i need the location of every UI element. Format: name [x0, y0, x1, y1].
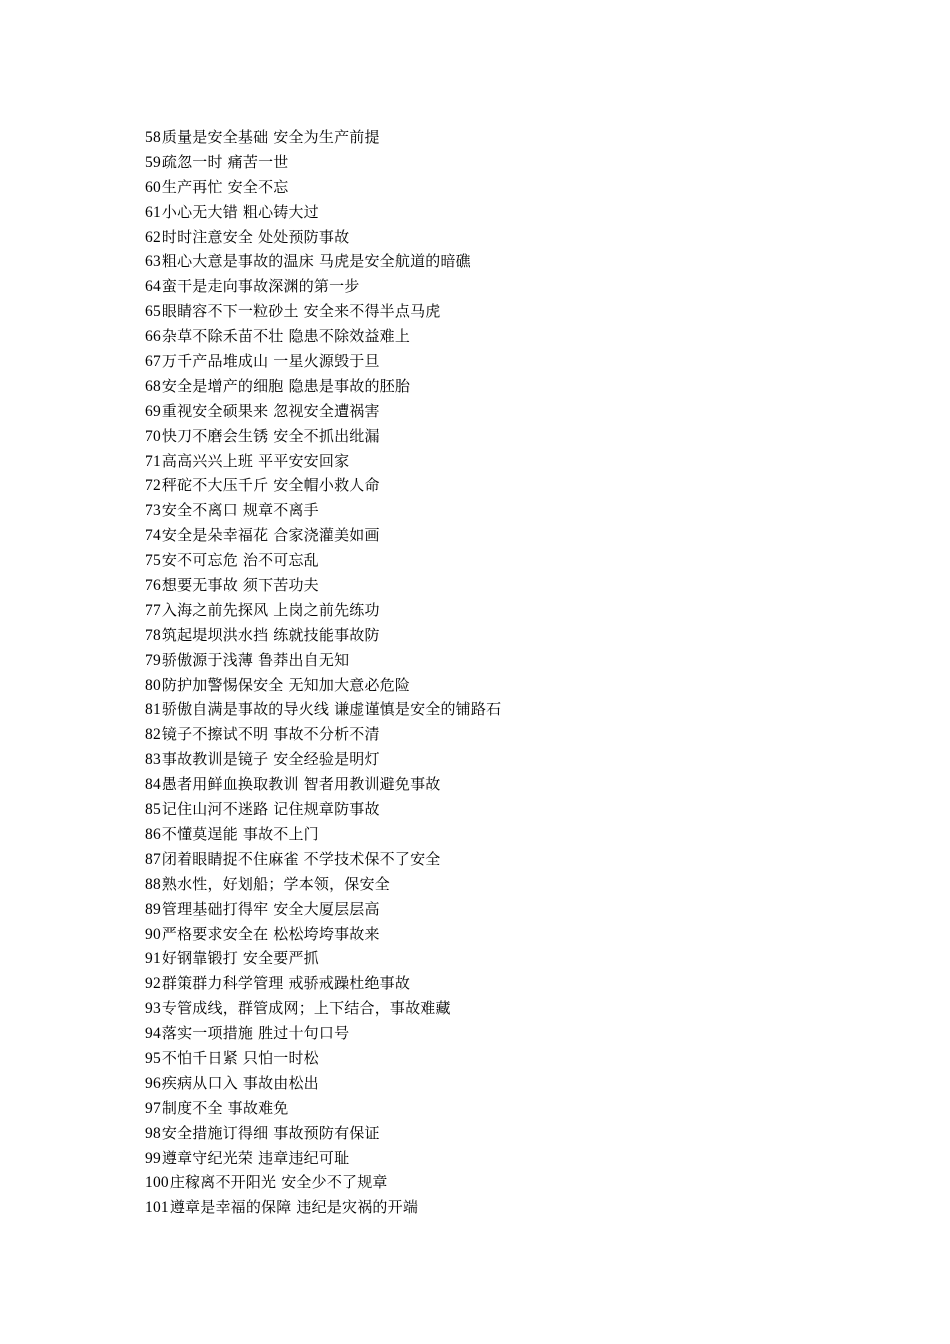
slogan-text: 入海之前先探风 上岗之前先练功	[161, 600, 380, 619]
slogan-line	[145, 847, 905, 872]
slogan-number: 76	[145, 577, 161, 595]
slogan-text: 重视安全硕果来 忽视安全遭祸害	[161, 401, 380, 420]
slogan-text: 闭着眼睛捉不住麻雀 不学技术保不了安全	[161, 849, 441, 868]
slogan-text: 事故教训是镜子 安全经验是明灯	[161, 750, 380, 769]
slogan-line	[145, 822, 905, 847]
slogan-number: 58	[145, 129, 161, 146]
slogan-number: 100	[145, 1174, 169, 1192]
slogan-line	[145, 274, 905, 299]
slogan-number: 91	[145, 950, 161, 968]
slogan-line	[145, 424, 905, 449]
slogan-number: 84	[145, 776, 161, 794]
slogan-number: 68	[145, 377, 161, 395]
slogan-text: 群策群力科学管理 戒骄戒躁杜绝事故	[161, 974, 411, 993]
slogan-text: 安全不离口 规章不离手	[161, 501, 319, 520]
slogan-number: 87	[145, 850, 161, 868]
slogan-line	[145, 449, 905, 474]
slogan-line	[145, 175, 905, 200]
slogan-number: 61	[145, 203, 161, 221]
slogan-line	[145, 1195, 905, 1220]
slogan-number: 70	[145, 427, 161, 445]
slogan-number: 71	[145, 452, 161, 470]
slogan-line	[145, 200, 905, 225]
slogan-line	[145, 548, 905, 573]
slogan-line	[145, 473, 905, 498]
slogan-number: 75	[145, 552, 161, 570]
slogan-number: 81	[145, 701, 161, 719]
slogan-text: 不懂莫逞能 事故不上门	[161, 824, 319, 843]
slogan-line	[145, 922, 905, 947]
slogan-line	[145, 225, 905, 250]
slogan-number: 64	[145, 278, 161, 296]
slogan-line	[145, 772, 905, 797]
slogan-line	[145, 1170, 905, 1195]
slogan-text: 遵章是幸福的保障 违纪是灾祸的开端	[169, 1198, 419, 1217]
slogan-number: 79	[145, 651, 161, 669]
slogan-number: 72	[145, 477, 161, 495]
slogan-number: 65	[145, 303, 161, 321]
slogan-line	[145, 1046, 905, 1071]
slogan-number: 60	[145, 178, 161, 196]
slogan-line	[145, 324, 905, 349]
slogan-text: 专管成线，群管成网；上下结合，事故难藏	[161, 999, 451, 1018]
slogan-number: 97	[145, 1099, 161, 1117]
slogan-line	[145, 1071, 905, 1096]
slogan-text: 制度不全 事故难免	[161, 1098, 289, 1117]
slogan-number: 77	[145, 601, 161, 619]
slogan-line	[145, 498, 905, 523]
slogan-text: 想要无事故 须下苦功夫	[161, 576, 319, 595]
slogan-line	[145, 125, 905, 150]
slogan-text: 防护加警惕保安全 无知加大意必危险	[161, 675, 411, 694]
slogan-number: 92	[145, 975, 161, 993]
slogan-text: 庄稼离不开阳光 安全少不了规章	[169, 1173, 388, 1192]
slogan-text: 落实一项措施 胜过十句口号	[161, 1024, 350, 1043]
slogan-number: 90	[145, 925, 161, 943]
slogan-text: 小心无大错 粗心铸大过	[161, 202, 319, 221]
slogan-line	[145, 1146, 905, 1171]
slogan-line	[145, 249, 905, 274]
slogan-text: 安全措施订得细 事故预防有保证	[161, 1123, 380, 1142]
slogan-number: 66	[145, 328, 161, 346]
slogan-line	[145, 623, 905, 648]
slogan-line	[145, 1096, 905, 1121]
slogan-number: 62	[145, 228, 161, 246]
slogan-text: 好钢靠锻打 安全要严抓	[161, 949, 319, 968]
slogan-text: 安不可忘危 治不可忘乱	[161, 551, 319, 570]
slogan-line	[145, 996, 905, 1021]
slogan-line	[145, 374, 905, 399]
slogan-text: 生产再忙 安全不忘	[161, 177, 289, 196]
slogan-number: 67	[145, 353, 161, 371]
slogan-number: 85	[145, 801, 161, 819]
slogan-number: 86	[145, 825, 161, 843]
slogan-number: 74	[145, 527, 161, 545]
slogan-text: 不怕千日紧 只怕一时松	[161, 1048, 319, 1067]
slogan-number: 82	[145, 726, 161, 744]
slogan-text: 质量是安全基础 安全为生产前提	[161, 128, 380, 146]
slogan-text: 愚者用鲜血换取教训 智者用教训避免事故	[161, 775, 441, 794]
slogan-text: 安全是增产的细胞 隐患是事故的胚胎	[161, 376, 411, 395]
slogan-line	[145, 722, 905, 747]
slogan-line	[145, 349, 905, 374]
slogan-number: 89	[145, 900, 161, 918]
slogan-number: 83	[145, 751, 161, 769]
slogan-line	[145, 399, 905, 424]
slogan-number: 98	[145, 1124, 161, 1142]
slogan-text: 快刀不磨会生锈 安全不抓出纰漏	[161, 426, 380, 445]
slogan-line	[145, 872, 905, 897]
slogan-text: 骄傲源于浅薄 鲁莽出自无知	[161, 650, 350, 669]
slogan-number: 78	[145, 626, 161, 644]
slogan-text: 时时注意安全 处处预防事故	[161, 227, 350, 246]
slogan-list	[145, 125, 905, 1220]
slogan-line	[145, 697, 905, 722]
slogan-number: 101	[145, 1199, 169, 1217]
slogan-text: 眼睛容不下一粒砂土 安全来不得半点马虎	[161, 302, 441, 321]
slogan-number: 94	[145, 1025, 161, 1043]
slogan-text: 严格要求安全在 松松垮垮事故来	[161, 924, 380, 943]
slogan-line	[145, 150, 905, 175]
slogan-line	[145, 648, 905, 673]
slogan-text: 筑起堤坝洪水挡 练就技能事故防	[161, 625, 380, 644]
slogan-line	[145, 971, 905, 996]
slogan-number: 59	[145, 153, 161, 171]
slogan-line	[145, 897, 905, 922]
slogan-text: 蛮干是走向事故深渊的第一步	[161, 277, 360, 296]
slogan-number: 88	[145, 875, 161, 893]
slogan-number: 69	[145, 402, 161, 420]
slogan-line	[145, 1121, 905, 1146]
slogan-number: 93	[145, 1000, 161, 1018]
slogan-number: 99	[145, 1149, 161, 1167]
slogan-line	[145, 523, 905, 548]
slogan-line	[145, 598, 905, 623]
slogan-text: 万千产品堆成山 一星火源毁于旦	[161, 352, 380, 371]
slogan-line	[145, 946, 905, 971]
slogan-text: 记住山河不迷路 记住规章防事故	[161, 800, 380, 819]
slogan-text: 高高兴兴上班 平平安安回家	[161, 451, 350, 470]
slogan-text: 管理基础打得牢 安全大厦层层高	[161, 899, 380, 918]
slogan-text: 安全是朵幸福花 合家浇灌美如画	[161, 526, 380, 545]
slogan-number: 96	[145, 1074, 161, 1092]
slogan-text: 秤砣不大压千斤 安全帽小救人命	[161, 476, 380, 495]
slogan-number: 95	[145, 1049, 161, 1067]
slogan-text: 熟水性，好划船；学本领，保安全	[161, 874, 390, 893]
slogan-text: 遵章守纪光荣 违章违纪可耻	[161, 1148, 350, 1167]
slogan-text: 疏忽一时 痛苦一世	[161, 152, 289, 171]
slogan-line	[145, 1021, 905, 1046]
slogan-number: 73	[145, 502, 161, 520]
slogan-text: 粗心大意是事故的温床 马虎是安全航道的暗礁	[161, 252, 471, 271]
slogan-text: 疾病从口入 事故由松出	[161, 1073, 319, 1092]
slogan-number: 63	[145, 253, 161, 271]
slogan-text: 杂草不除禾苗不壮 隐患不除效益难上	[161, 327, 411, 346]
slogan-line	[145, 299, 905, 324]
slogan-text: 骄傲自满是事故的导火线 谦虚谨慎是安全的铺路石	[161, 700, 502, 719]
slogan-line	[145, 747, 905, 772]
slogan-text: 镜子不擦试不明 事故不分析不清	[161, 725, 380, 744]
slogan-line	[145, 573, 905, 598]
slogan-line	[145, 797, 905, 822]
slogan-number: 80	[145, 676, 161, 694]
slogan-line	[145, 673, 905, 698]
